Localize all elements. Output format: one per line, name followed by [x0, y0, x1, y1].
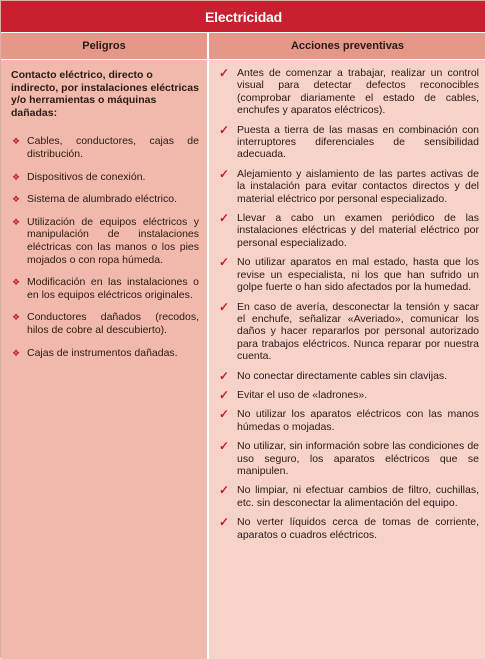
- action-text: No verter líquidos cerca de tomas de corriente, aparatos o cuadros eléctricos.: [237, 516, 479, 541]
- diamond-bullet-icon: ❖: [12, 171, 21, 182]
- diamond-bullet-icon: ❖: [12, 194, 21, 205]
- hazard-text: Cables, conductores, cajas de distribución.: [27, 135, 199, 160]
- action-item: [219, 440, 479, 477]
- action-item: [219, 67, 479, 117]
- action-item: [219, 408, 479, 433]
- checkmark-icon: ✓: [219, 299, 230, 314]
- checkmark-icon: ✓: [219, 368, 230, 383]
- hazard-text: Sistema de alumbrado eléctrico.: [27, 193, 177, 206]
- hazard-text: Dispositivos de conexión.: [27, 170, 146, 183]
- checkmark-icon: ✓: [219, 387, 230, 402]
- hazard-text: Utilización de equipos eléctricos y manipulación de instalaciones eléctricas con las manos o los pies mojados o con ropa húmeda.: [27, 215, 199, 266]
- action-item: [219, 301, 479, 363]
- diamond-bullet-icon: ❖: [12, 347, 21, 358]
- checkmark-icon: ✓: [219, 166, 230, 181]
- checkmark-icon: ✓: [219, 515, 230, 530]
- checkmark-icon: ✓: [219, 122, 230, 137]
- action-text: Evitar el uso de «ladrones».: [237, 388, 368, 401]
- hazard-item: [11, 276, 199, 301]
- action-text: No conectar directamente cables sin clavijas.: [237, 369, 448, 382]
- hazard-text: Modificación en las instalaciones o en los equipos eléctricos originales.: [27, 276, 199, 301]
- hazards-intro: Contacto eléctrico, directo o indirecto, por instalaciones eléctricas y/o herramientas o máquinas dañadas:: [11, 69, 199, 119]
- hazard-item: [11, 171, 199, 184]
- action-text: Puesta a tierra de las masas en combinación con interruptores diferenciales de sensibilidad adecuada.: [237, 123, 479, 161]
- hazard-text: Cajas de instrumentos dañadas.: [27, 346, 178, 359]
- hazard-item: [11, 135, 199, 160]
- table-title: Electricidad: [1, 1, 485, 32]
- action-text: En caso de avería, desconectar la tensión y sacar el enchufe, señalizar «Averiado», comunicar los daños y hacer repararlos por personal autorizado para trabajos eléctricos. Nunca reparar por nuestra cuenta.: [237, 300, 479, 363]
- action-text: Alejamiento y aislamiento de las partes activas de la instalación para evitar contactos directos y del material eléctrico por personal especializado.: [237, 167, 479, 205]
- header-preventive-actions: Acciones preventivas: [209, 32, 485, 60]
- action-text: Llevar a cabo un examen periódico de las instalaciones eléctricas y del material eléctrico por personal especializado.: [237, 212, 479, 249]
- checkmark-icon: ✓: [219, 439, 230, 454]
- action-item: [219, 256, 479, 293]
- hazard-item: [11, 216, 199, 266]
- hazard-text: Conductores dañados (recodos, hilos de cobre al descubierto).: [27, 311, 199, 336]
- checkmark-icon: ✓: [219, 407, 230, 422]
- action-item: [219, 516, 479, 541]
- action-text: No utilizar los aparatos eléctricos con las manos húmedas o mojadas.: [237, 408, 479, 433]
- header-hazards: Peligros: [1, 32, 209, 60]
- action-text: No utilizar aparatos en mal estado, hasta que los revise un especialista, ni los que han sufrido un golpe fuerte o han sido afectados por la humedad.: [237, 256, 479, 294]
- action-item: [219, 168, 479, 205]
- preventive-actions-column: [209, 60, 485, 659]
- checkmark-icon: ✓: [219, 211, 230, 226]
- checkmark-icon: ✓: [219, 255, 230, 270]
- table-header-row: [1, 32, 485, 60]
- action-text: Antes de comenzar a trabajar, realizar un control visual para detectar defectos reconocibles (comprobar diariamente el estado de cables, enchufes y aparatos eléctricos).: [237, 67, 479, 117]
- action-text: No utilizar, sin información sobre las condiciones de uso seguro, los aparatos eléctricos que se manipulen.: [237, 440, 479, 477]
- hazard-item: [11, 347, 199, 360]
- action-item: [219, 212, 479, 249]
- action-item: [219, 484, 479, 509]
- diamond-bullet-icon: ❖: [12, 136, 21, 147]
- diamond-bullet-icon: ❖: [12, 312, 21, 323]
- checkmark-icon: ✓: [219, 483, 230, 498]
- hazards-column: [1, 60, 209, 659]
- diamond-bullet-icon: ❖: [12, 277, 21, 288]
- checkmark-icon: ✓: [219, 66, 230, 80]
- hazard-item: [11, 193, 199, 206]
- action-item: [219, 389, 479, 401]
- action-item: [219, 124, 479, 161]
- action-item: [219, 370, 479, 382]
- hazard-item: [11, 311, 199, 336]
- diamond-bullet-icon: ❖: [12, 216, 21, 227]
- action-text: No limpiar, ni efectuar cambios de filtro, cuchillas, etc. sin desconectar la alimentación del equipo.: [237, 484, 479, 509]
